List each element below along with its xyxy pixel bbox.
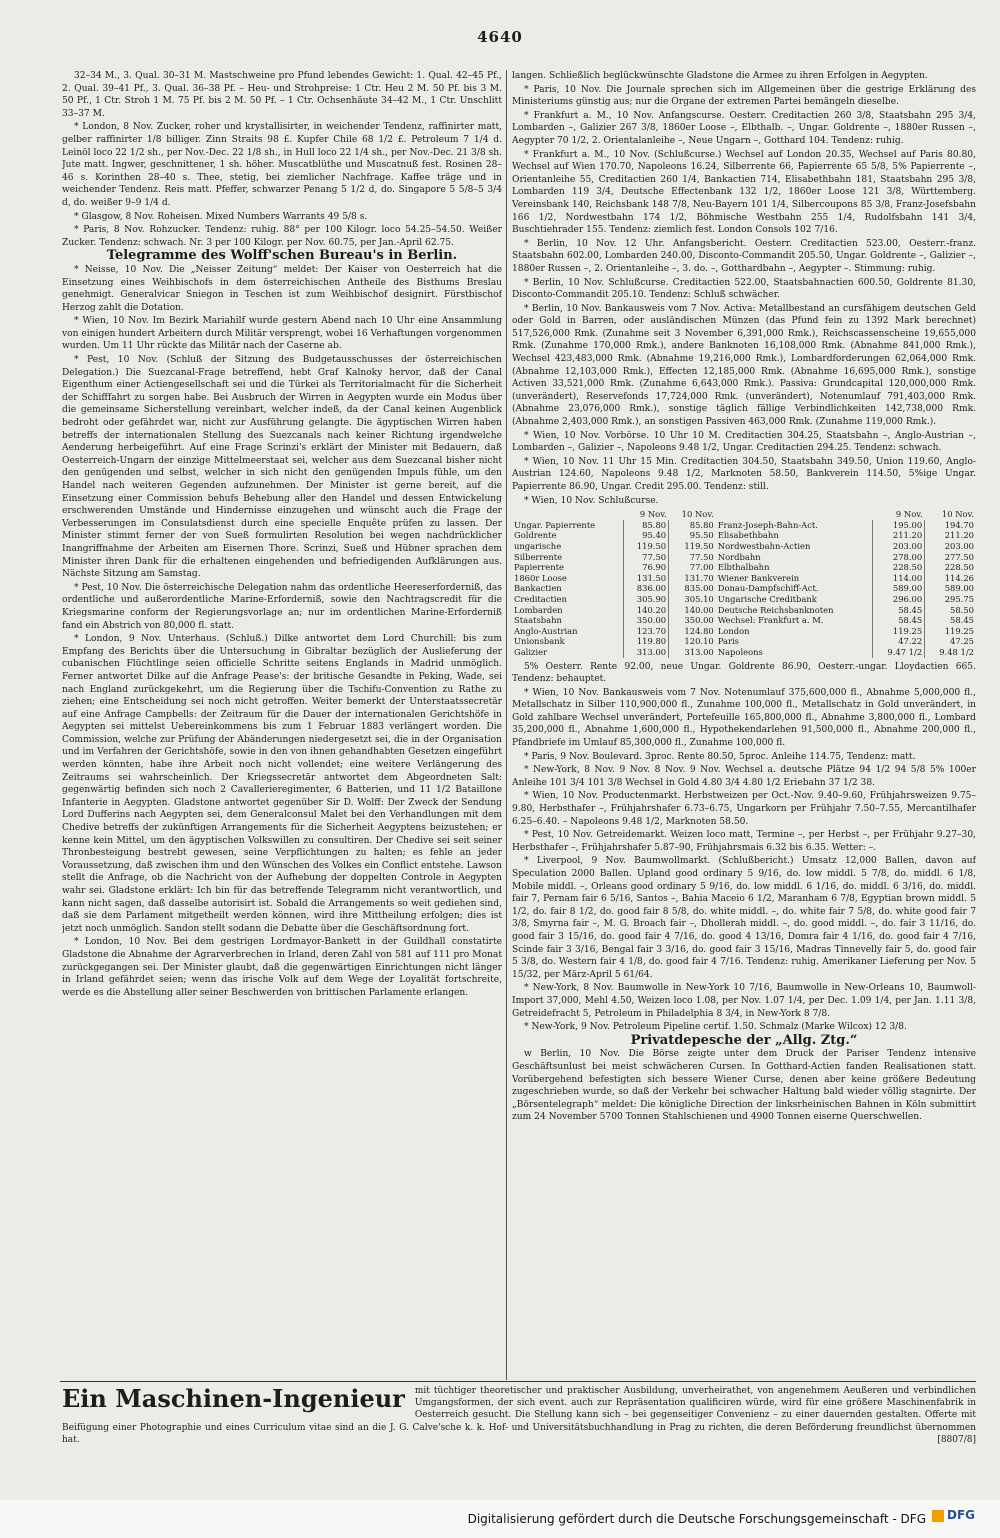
table-cell: 313.00 — [669, 647, 716, 658]
table-cell: Franz-Joseph-Bahn-Act. — [717, 519, 818, 530]
table-cell: Lombarden — [514, 604, 563, 615]
advert-reference: [8807/8] — [937, 1434, 976, 1445]
section-heading: Telegramme des Wolff'schen Bureau's in Berlin. — [106, 248, 458, 264]
table-cell: 131.70 — [669, 573, 716, 584]
news-paragraph: * Pest, 10 Nov. (Schluß der Sitzung des Budgetausschusses der österreichischen Delegation.) Die Suezcanal-Frage betreffend, hebt Graf Kalnoky hervor, daß der Canal Eigenthum einer Actiengesellschaft sei und die Türkei als Territorialmacht für die Sicherheit der Schifffahrt zu sorgen habe. Bei Ausbruch der Wirren in Aegypten wurde ein Modus über die gemeinsame Sicherstellung vereinbart, welcher indeß, da der Canal keinen Augenblick bedroht oder gefährdet war, nicht zur Ausführung gelangte. Die ägyptischen Wirren haben betreffs der internationalen Stellung des Suezcanals nach keiner Richtung irgendwelche Aenderung herbeigeführt. Auf eine Frage Scrinzi's erklärt der Minister mit Bedauern, daß Oesterreich-Ungarn der einzige Mittelmeerstaat sei, welcher aus dem Suezcanal bisher nicht den genügenden und selbst, welcher in sich nicht den genügenden Impuls fühle, um den Handel nach weiteren Gegenden aufzunehmen. Der Minister ist gerne bereit, auf die Einsetzung einer Commission behufs Behebung aller den Handel und dessen Entwickelung erschwerenden Umstände und Hindernisse einzugehen und wünscht auch die Frage der Verbesserungen im Consulatsdienst durch eine specielle Enquête prüfen zu lassen. Der Minister stimmt ferner der von Sueß formulirten Resolution bei wegen nachdrücklicher Inangriffnahme der Arbeiten am Eisernen Thore. Scrinzi, Sueß und Hübner sprachen dem Minister ihren Dank für die erhaltenen eingehenden und befriedigenden Aufklärungen aus. Nächste Sitzung am Samstag. — [62, 355, 502, 580]
left-column — [62, 70, 502, 1380]
table-cell: 9.47 1/2 — [873, 647, 925, 658]
table-cell: 77.00 — [669, 562, 716, 573]
table-cell: 58.45 — [873, 605, 925, 616]
table-row — [512, 562, 976, 573]
news-paragraph: * New-York, 9 Nov. Petroleum Pipeline certif. 1.50. Schmalz (Marke Wilcox) 12 3/8. — [524, 1022, 907, 1033]
news-paragraph: * Pest, 10 Nov. Getreidemarkt. Weizen loco matt, Termine –, per Herbst –, per Frühjahr 9.27–30, Herbsthafer –, Frühjahrshafer 5.87–90, Frühjahrsmais 6.32 bis 6.35. Wetter: –. — [512, 830, 976, 853]
table-cell: 195.00 — [873, 520, 925, 531]
table-cell: 77.50 — [624, 552, 669, 563]
table-cell: 228.50 — [925, 562, 976, 573]
table-cell: 194.70 — [925, 520, 976, 531]
table-header-cell: 9 Nov. — [639, 509, 667, 520]
table-cell: Deutsche Reichsbanknoten — [717, 604, 834, 615]
advertisement — [62, 1385, 976, 1473]
table-row — [512, 636, 976, 647]
table-header-cell: 9 Nov. — [895, 509, 923, 520]
dfg-logo-icon — [932, 1508, 986, 1530]
table-cell: 277.50 — [925, 552, 976, 563]
news-paragraph: * Berlin, 10 Nov. Bankausweis vom 7 Nov. Activa: Metallbestand an cursfähigem deutschen Geld oder Gold in Barren, oder ausländischen Münzen (das Pfund fein zu 1392 Mark berechnet) 517,526,000 Rmk. (Zunahme seit 3 November 6,391,000 Rmk.), Reichscassenscheine 19,655,000 Rmk. (Zunahme 170,000 Rmk.), andere Banknoten 16,108,000 Rmk. (Abnahme 841,000 Rmk.), Wechsel 423,483,000 Rmk. (Abnahme 19,216,000 Rmk.), Lombardforderungen 62,064,000 Rmk. (Abnahme 12,103,000 Rmk.), Effecten 12,185,000 Rmk. (Abnahme 16,695,000 Rmk.), sonstige Activen 33,521,000 Rmk. (Zunahme 6,643,000 Rmk.). Passiva: Grundcapital 120,000,000 Rmk. (unverändert), Reservefonds 17,724,000 Rmk. (unverändert), Notenumlauf 791,403,000 Rmk. (Abnahme 23,076,000 Rmk.), sonstige täglich fällige Verbindlichkeiten 142,738,000 Rmk. (Abnahme 2,403,000 Rmk.), an sonstigen Passiven 463,000 Rmk. (Zunahme 119,000 Rmk.). — [512, 303, 976, 428]
table-cell: Creditactien — [514, 593, 567, 604]
news-paragraph: * Berlin, 10 Nov. 12 Uhr. Anfangsbericht. Oesterr. Creditactien 523.00, Oesterr.-franz. Staatsbahn 602.00, Lombarden 240.00, Disconto-Commandit 205.50, Ungar. Goldrente –, Galizier –, 1880er Russen –, 2. Orientanleihe –, 3. do. –, Gotthardbahn –, Aegypter –. Stimmung: ruhig. — [512, 238, 976, 274]
table-cell: 350.00 — [624, 615, 669, 626]
table-cell: Silberrente — [514, 551, 563, 562]
news-paragraph: langen. Schließlich beglückwünschte Gladstone die Armee zu ihren Erfolgen in Aegypten. — [512, 71, 928, 81]
table-cell: Wechsel: Frankfurt a. M. — [717, 615, 824, 626]
news-paragraph: * Paris, 9 Nov. Boulevard. 3proc. Rente 80.50, 5proc. Anleihe 114.75, Tendenz: matt. — [524, 751, 916, 762]
vienna-closing-table — [512, 509, 976, 657]
news-paragraph: * Wien, 10 Nov. Vorbörse. 10 Uhr 10 M. Creditactien 304.25, Staatsbahn –, Anglo-Austrian –, Lombarden –, Galizier –, Napoleons 9.48 1/2, Ungar. Creditactien 294.25. Tendenz: schwach. — [512, 430, 976, 454]
table-cell: 305.90 — [624, 594, 669, 605]
news-paragraph: * Frankfurt a. M., 10 Nov. Anfangscurse. Oesterr. Creditactien 260 3/8, Staatsbahn 295 3/4, Lombarden –, Galizier 267 3/8, 1860er Loose –, Elbthalb. –, Ungar. Goldrente –, 1880er Russen –, Aegypter 70 1/2, 2. Orientalanleihe –, Neue Ungarn –, Gotthard 104. Tendenz: ruhig. — [512, 110, 976, 146]
table-cell: 85.80 — [624, 520, 669, 531]
table-cell: 203.00 — [873, 541, 925, 552]
table-header-cell: 10 Nov. — [681, 509, 714, 520]
table-cell: ungarische — [514, 540, 562, 551]
table-row — [512, 541, 976, 552]
news-paragraph: * Glasgow, 8 Nov. Roheisen. Mixed Numbers Warrants 49 5/8 s. — [74, 211, 368, 222]
table-cell: 119.50 — [669, 541, 716, 552]
table-cell: 9.48 1/2 — [925, 647, 976, 658]
news-paragraph: * Berlin, 10 Nov. Schlußcurse. Creditactien 522.00, Staatsbahnactien 600.50, Goldrente 81.30, Disconto-Commandit 205.10. Tendenz: Schluß schwächer. — [512, 277, 976, 301]
table-cell: Elisabethbahn — [717, 530, 779, 541]
table-cell: 114.26 — [925, 573, 976, 584]
table-cell: Napoleons — [717, 646, 763, 657]
right-column — [512, 70, 976, 1380]
table-cell: Wiener Bankverein — [717, 572, 800, 583]
section-heading: Privatdepesche der „Allg. Ztg.“ — [630, 1032, 858, 1048]
table-cell: 85.80 — [669, 520, 716, 531]
news-paragraph: * New-York, 8 Nov. Baumwolle in New-York 10 7/16, Baumwolle in New-Orleans 10, Baumwoll-Import 37,000, Mehl 4.50, Weizen loco 1.08, per Nov. 1.07 1/4, per Dec. 1.09 1/4, per Jan. 1.11 3/8, Getreidefracht 5, Petroleum in Philadelphia 8 3/4, in New-York 8 7/8. — [512, 983, 976, 1019]
table-row — [512, 530, 976, 541]
news-paragraph: * Wien, 10 Nov. Productenmarkt. Herbstweizen per Oct.-Nov. 9.40–9.60, Frühjahrsweizen 9.75–9.80, Herbsthafer –, Frühjahrshafer 6.73–6.75, Ungarkorn per Frühjahr 7.50–7.55, Mercantilhafer 6.25–6.40. – Napoleons 9.48 1/2, Marknoten 58.50. — [512, 791, 976, 827]
news-paragraph: * New-York, 8 Nov. 9 Nov. 8 Nov. 9 Nov. Wechsel a. deutsche Plätze 94 1/2 94 5/8 5% 100er Anleihe 101 3/4 101 3/8 Wechsel in Gold 4.80 3/4 4.80 1/2 Eriebahn 37 1/2 38. — [512, 765, 976, 788]
news-paragraph: w Berlin, 10 Nov. Die Börse zeigte unter dem Druck der Pariser Tendenz intensive Geschäftsunlust bei meist schwächeren Cursen. In Gotthard-Actien fanden Realisationen statt. Vorübergehend befestigten sich bessere Wiener Curse, denen aber keine größere Bedeutung zugeschrieben wurde, so daß der Verkehr bei schwacher Haltung bald wieder völlig stagnirte. Der „Börsentelegraph“ meldet: Die königliche Direction der linksrheinischen Bahnen in Köln submittirt zum 24 November 5700 Tonnen Stahlschienen und 4900 Tonnen eiserne Querschwellen. — [512, 1049, 976, 1123]
table-row — [512, 552, 976, 563]
table-body — [512, 520, 976, 658]
table-cell: 296.00 — [873, 594, 925, 605]
table-cell: 124.80 — [669, 626, 716, 637]
page-number: 4640 — [477, 28, 523, 46]
table-cell: 95.40 — [624, 530, 669, 541]
table-cell: 228.50 — [873, 562, 925, 573]
news-paragraph: * Wien, 10 Nov. 11 Uhr 15 Min. Creditactien 304.50, Staatsbahn 349.50, Union 119.60, Anglo-Austrian 124.60, Napoleons 9.48 1/2, Marknoten 58.50, Bankverein 114.50, 5%ige Ungar. Papierrente 86.90, Ungar. Credit 295.00. Tendenz: still. — [512, 456, 976, 492]
news-paragraph: * London, 9 Nov. Unterhaus. (Schluß.) Dilke antwortet dem Lord Churchill: bis zum Empfang des Berichts über die Untersuchung in Gibraltar bezüglich der Auslieferung der cubanischen Flüchtlinge seien officielle Schritte seitens Englands in Madrid unmöglich. Ferner antwortet Dilke auf die Anfrage Pease's: der britische Gesandte in Peking, Wade, sei nach England zurückgekehrt, um die Regierung über die Tschifu-Convention zu Rathe zu ziehen; eine Entscheidung sei noch nicht getroffen. Weiter bemerkt der Unterstaatssecretär auf eine Anfrage Campbells: der Zeitraum für die Dauer der internationalen Gerichtshöfe in Aegypten sei mittelst Uebereinkommens bis zum 1 Februar 1883 verlängert worden. Die Commission, welche zur Prüfung der Abänderungen niedergesetzt sei, die in der Organisation und im Verfahren der Gerichtshöfe, sowie in den von ihnen gehandhabten Gesetzen eingeführt werden könnten, habe ihre Arbeit noch nicht vollendet; eine weitere Verlängerung des Zeitraums sei wahrscheinlich. Der Kriegssecretär antwortet dem Abgeordneten Salt: gegenwärtig befinden sich noch 2 Cavallerieregimenter, 6 Batterien, und 11 1/2 Bataillone Infanterie in Aegypten. Gladstone antwortet gegenüber Sir D. Wolff: Der Zweck der Sendung Lord Dufferins nach Aegypten sei, dem Generalconsul Malet bei den Verhandlungen mit dem Chedive betreffs der zukünftigen Arrangements für die Sicherheit Aegyptens beizustehen; er kenne kein Mittel, um den ägyptischen Volkswillen zu consultiren. Der Chedive sei seit seiner Thronbesteigung bestrebt gewesen, seine Verpflichtungen zu halten; es fehle an jeder Voraussetzung, daß zwischen ihm und den Wünschen des Volkes ein Conflict entstehe. Lawson stellt die Anfrage, ob die Nachricht von der Aufhebung der doppelten Controle in Aegypten wahr sei. Gladstone erklärt: Ich bin für das betreffende Telegramm nicht verantwortlich, und kann nicht sagen, daß dasselbe autorisirt ist. Sobald die Arrangements so weit gediehen sind, daß sie dem Parlament mitgetheilt werden können, wird ihre Mittheilung erfolgen; dies ist jetzt noch unmöglich. Sandon stellt sodann die Debatte über die Geschäftsordnung fort. — [62, 634, 502, 934]
table-cell: Goldrente — [514, 530, 557, 541]
table-cell: Donau-Dampfschiff-Act. — [717, 583, 819, 594]
advert-top-rule — [60, 1381, 976, 1382]
table-cell: 119.25 — [873, 626, 925, 637]
table-cell: 313.00 — [624, 647, 669, 658]
table-row — [512, 594, 976, 605]
news-paragraph: * Paris, 10 Nov. Die Journale sprechen sich im Allgemeinen über die gestrige Erklärung des Ministeriums günstig aus; nur die Organe der extremen Partei bemängeln dieselbe. — [512, 84, 976, 108]
news-paragraph: 5% Oesterr. Rente 92.00, neue Ungar. Goldrente 86.90, Oesterr.-ungar. Lloydactien 665. Tendenz: behauptet. — [512, 661, 976, 685]
table-cell: 47.22 — [873, 636, 925, 647]
table-cell: 119.25 — [925, 626, 976, 637]
table-cell: 295.75 — [925, 594, 976, 605]
digitization-footer — [0, 1500, 1000, 1538]
table-cell: Papierrente — [514, 562, 564, 573]
news-paragraph: * London, 8 Nov. Zucker, roher und krystallisirter, in weichender Tendenz, raffinirter matt, gelber raffinirter 1/8 billiger. Zinn Straits 98 £. Kupfer Chile 68 1/2 £. Petroleum 7 1/4 d. Leinöl loco 22 1/2 sh., per Nov.-Dec. 22 1/8 sh., in Hull loco 22 1/4 sh., per Nov.-Dec. 21 3/8 sh. Jute matt. Ingwer, geschnittener, 1 sh. höher. Muscatblüthe und Muscatnuß fest. Rosinen 28–46 s. Korinthen 28–40 s. Thee, stetig, bei ziemlicher Nachfrage. Kaffee träge und in weichender Tendenz. Reis matt. Pfeffer, schwarzer Penang 5 1/2 d, do. Singapore 5 5/8–5 3/4 d, do. weißer 9–9 1/4 d. — [62, 122, 502, 208]
table-cell: Paris — [717, 636, 739, 647]
table-header-row — [512, 509, 976, 520]
table-cell: Galizier — [514, 646, 548, 657]
footer-credit: Digitalisierung gefördert durch die Deutsche Forschungsgemeinschaft - DFG — [467, 1512, 926, 1526]
table-cell: 76.90 — [624, 562, 669, 573]
table-row — [512, 615, 976, 626]
table-cell: 120.10 — [669, 636, 716, 647]
news-paragraph: * Neisse, 10 Nov. Die „Neisser Zeitung“ meldet: Der Kaiser von Oesterreich hat die Einsetzung eines Weihbischofs in dem österreichischen Antheile des Bisthums Breslau genehmigt. Generalvicar Sniegon in Teschen ist zum Weihbischof designirt. Fürstbischof Herzog zahlt die Dotation. — [62, 264, 502, 313]
table-cell: 589.00 — [873, 583, 925, 594]
table-row — [512, 605, 976, 616]
news-paragraph: * London, 10 Nov. Bei dem gestrigen Lordmayor-Bankett in der Guildhall constatirte Gladstone die Abnahme der Agrarverbrechen in Irland, deren Zahl von 581 auf 111 pro Monat zurückgegangen sei. Der Minister glaubt, daß die gegenwärtigen Einrichtungen nicht länger in Irland gefährdet seien; wenn das irische Volk auf dem Wege der Loyalität fortschreite, werde es die Abstellung aller seiner Beschwerden von brittischen Parlamente erlangen. — [62, 937, 502, 998]
table-cell: 131.50 — [624, 573, 669, 584]
table-cell: 119.80 — [624, 636, 669, 647]
table-cell: 211.20 — [925, 530, 976, 541]
table-cell: Nordwestbahn-Actien — [717, 540, 811, 551]
table-cell: 203.00 — [925, 541, 976, 552]
news-paragraph: * Wien, 10 Nov. Schlußcurse. — [524, 495, 659, 506]
table-cell: 140.00 — [669, 605, 716, 616]
table-header-cell: 10 Nov. — [941, 509, 974, 520]
dfg-logo-text: DFG — [947, 1508, 976, 1522]
table-cell: 95.50 — [669, 530, 716, 541]
table-cell: Unionsbank — [514, 636, 565, 647]
table-cell: Nordbahn — [717, 551, 761, 562]
table-cell: 47.25 — [925, 636, 976, 647]
table-cell: 77.50 — [669, 552, 716, 563]
news-paragraph: * Wien, 10 Nov. Bankausweis vom 7 Nov. Notenumlauf 375,600,000 fl., Abnahme 5,000,000 fl., Metallschatz in Silber 110,900,000 fl., Zunahme 100,000 fl., Metallschatz in Gold unverändert, in Gold zahlbare Wechsel unverändert, Portefeuille 165,800,000 fl., Abnahme 3,800,000 fl., Lombard 35,200,000 fl., Abnahme 1,600,000 fl., Hypothekendarlehen 91,500,000 fl., Abnahme 200,000 fl., Pfandbriefe im Umlauf 85,300,000 fl., Zunahme 100,000 fl. — [512, 687, 976, 749]
table-cell: Anglo-Austrian — [514, 625, 578, 636]
table-row — [512, 583, 976, 594]
news-paragraph: * Liverpool, 9 Nov. Baumwollmarkt. (Schlußbericht.) Umsatz 12,000 Ballen, davon auf Speculation 2000 Ballen. Upland good ordinary 5 9/16, do. low middl. 5 7/8, do. middl. 6 1/8, Mobile middl. –, Orleans good ordinary 5 9/16, do. low middl. 6 1/16, do. middl. 6 3/16, do. middl. fair 7, Pernam fair 6 5/16, Santos –, Bahia Maceio 6 1/2, Maranham 6 7/8, Egyptian brown middl. 5 1/2, do. fair 8 1/2, do. good fair 8 5/8, do. white middl. –, do. white fair 7 5/8, do. white good fair 7 3/8, Smyrna fair –, M. G. Broach fair –, Dhollerah middl. –, do. good middl. –, do. fair 3 11/16, do. good fair 3 15/16, do. good fair 4 7/16, do. good 4 13/16, Domra fair 4 1/16, do. good fair 4 7/16, Scinde fair 3 3/16, Bengal fair 3 3/16, do. good fair 3 15/16, Madras Tinnevelly fair 5, do. good fair 5 3/8, do. Western fair 4 1/8, do. good fair 4 7/16. Tendenz: ruhig. Amerikaner Lieferung per Nov. 5 15/32, per März-April 5 61/64. — [512, 856, 976, 980]
table-cell: 119.50 — [624, 541, 669, 552]
advert-body: mit tüchtiger theoretischer und praktischer Ausbildung, unverheirathet, von angenehmem Aeußeren und verbindlichen Umgangsformen, der sich event. auch zur Repräsentation qualificiren würde, wird für eine größere Maschinenfabrik in Oesterreich gesucht. Die Stellung kann sich – bei gegenseitiger Convenienz – zu einer dauernden gestalten. Offerte mit Beifügung einer Photographie und eines Curriculum vitae sind an die J. G. Calve'sche k. k. Hof- und Universitätsbuchhandlung in Prag zu richten, die deren Beförderung freundlichst übernommen hat. — [62, 1386, 976, 1445]
table-cell: 589.00 — [925, 583, 976, 594]
table-row — [512, 520, 976, 531]
table-cell: 1860r Loose — [514, 572, 567, 583]
table-cell: 836.00 — [624, 583, 669, 594]
table-cell: 140.20 — [624, 605, 669, 616]
table-cell: 305.10 — [669, 594, 716, 605]
table-cell: 58.45 — [925, 615, 976, 626]
table-cell: Ungar. Papierrente — [514, 519, 596, 530]
table-row — [512, 573, 976, 584]
table-cell: Elbthalbahn — [717, 562, 770, 573]
table-cell: Staatsbahn — [514, 615, 562, 626]
table-row — [512, 647, 976, 658]
table-cell: 58.50 — [925, 605, 976, 616]
table-cell: 114.00 — [873, 573, 925, 584]
table-cell: 835.00 — [669, 583, 716, 594]
table-cell: 278.00 — [873, 552, 925, 563]
table-cell: 58.45 — [873, 615, 925, 626]
table-cell: 350.00 — [669, 615, 716, 626]
table-cell: London — [717, 625, 750, 636]
news-paragraph: 32–34 M., 3. Qual. 30–31 M. Mastschweine pro Pfund lebendes Gewicht: 1. Qual. 42–45 Pf., 2. Qual. 39–41 Pf., 3. Qual. 36–38 Pf. – Heu- und Strohpreise: 1 Ctr. Heu 2 M. 50 Pf. bis 3 M. 50 Pf., 1 Ctr. Stroh 1 M. 75 Pf. bis 2 M. 50 Pf. – 1 Ctr. Ochsenhäute 34–42 M., 1 Ctr. Unschlitt 33–37 M. — [62, 71, 502, 119]
news-paragraph: * Wien, 10 Nov. Im Bezirk Mariahilf wurde gestern Abend nach 10 Uhr eine Ansammlung von einigen hundert Arbeitern durch Militär versprengt, wobei 16 Verhaftungen vorgenommen wurden. Um 11 Uhr rückte das Militär nach der Caserne ab. — [62, 316, 502, 352]
advert-headline: Ein Maschinen-Ingenieur — [62, 1385, 405, 1413]
table-cell: Ungarische Creditbank — [717, 593, 817, 604]
table-cell: 211.20 — [873, 530, 925, 541]
column-divider — [506, 70, 507, 1380]
table-cell: 123.70 — [624, 626, 669, 637]
table-cell: Bankactien — [514, 583, 562, 594]
table-row — [512, 626, 976, 637]
news-paragraph: * Frankfurt a. M., 10 Nov. (Schlußcurse.) Wechsel auf London 20.35, Wechsel auf Paris 80.80, Wechsel auf Wien 170.70, Napoleons 16.24, Silberrente 66, Papierrente 65 5/8, 5% Papierrente –, Orientanleihe 55, Creditactien 260 1/4, Bankactien 714, Elisabethbahn 181, Staatsbahn 295 3/8, Lombarden 119 3/4, Deutsche Effectenbank 132 1/2, 1860er Loose 121 3/8, Württemberg. Vereinsbank 140, Reichsbank 148 7/8, Neu-Bayern 101 1/4, Silbercoupons 85 3/8, Franz-Josefsbahn 166 1/2, Nordwestbahn 174 1/2, Böhmische Westbahn 255 1/4, Rudolfsbahn 141 3/4, Buschtiehrader 155. Tendenz: ziemlich fest. London Consols 102 7/16. — [512, 149, 976, 236]
news-paragraph: * Paris, 8 Nov. Rohzucker. Tendenz: ruhig. 88° per 100 Kilogr. loco 54.25–54.50. Weißer Zucker. Tendenz: schwach. Nr. 3 per 100 Kilogr. per Nov. 60.75, per Jan.-April 62.75. — [62, 225, 502, 248]
news-paragraph: * Pest, 10 Nov. Die österreichische Delegation nahm das ordentliche Heereserforderniß, das ordentliche und außerordentliche Marine-Erforderniß, sowie den Nachtragscredit für die Kriegsmarine conform der Regierungsvorlage an; nur im ordentlichen Marine-Erforderniß fand ein Abstrich von 80,000 fl. statt. — [62, 582, 502, 631]
